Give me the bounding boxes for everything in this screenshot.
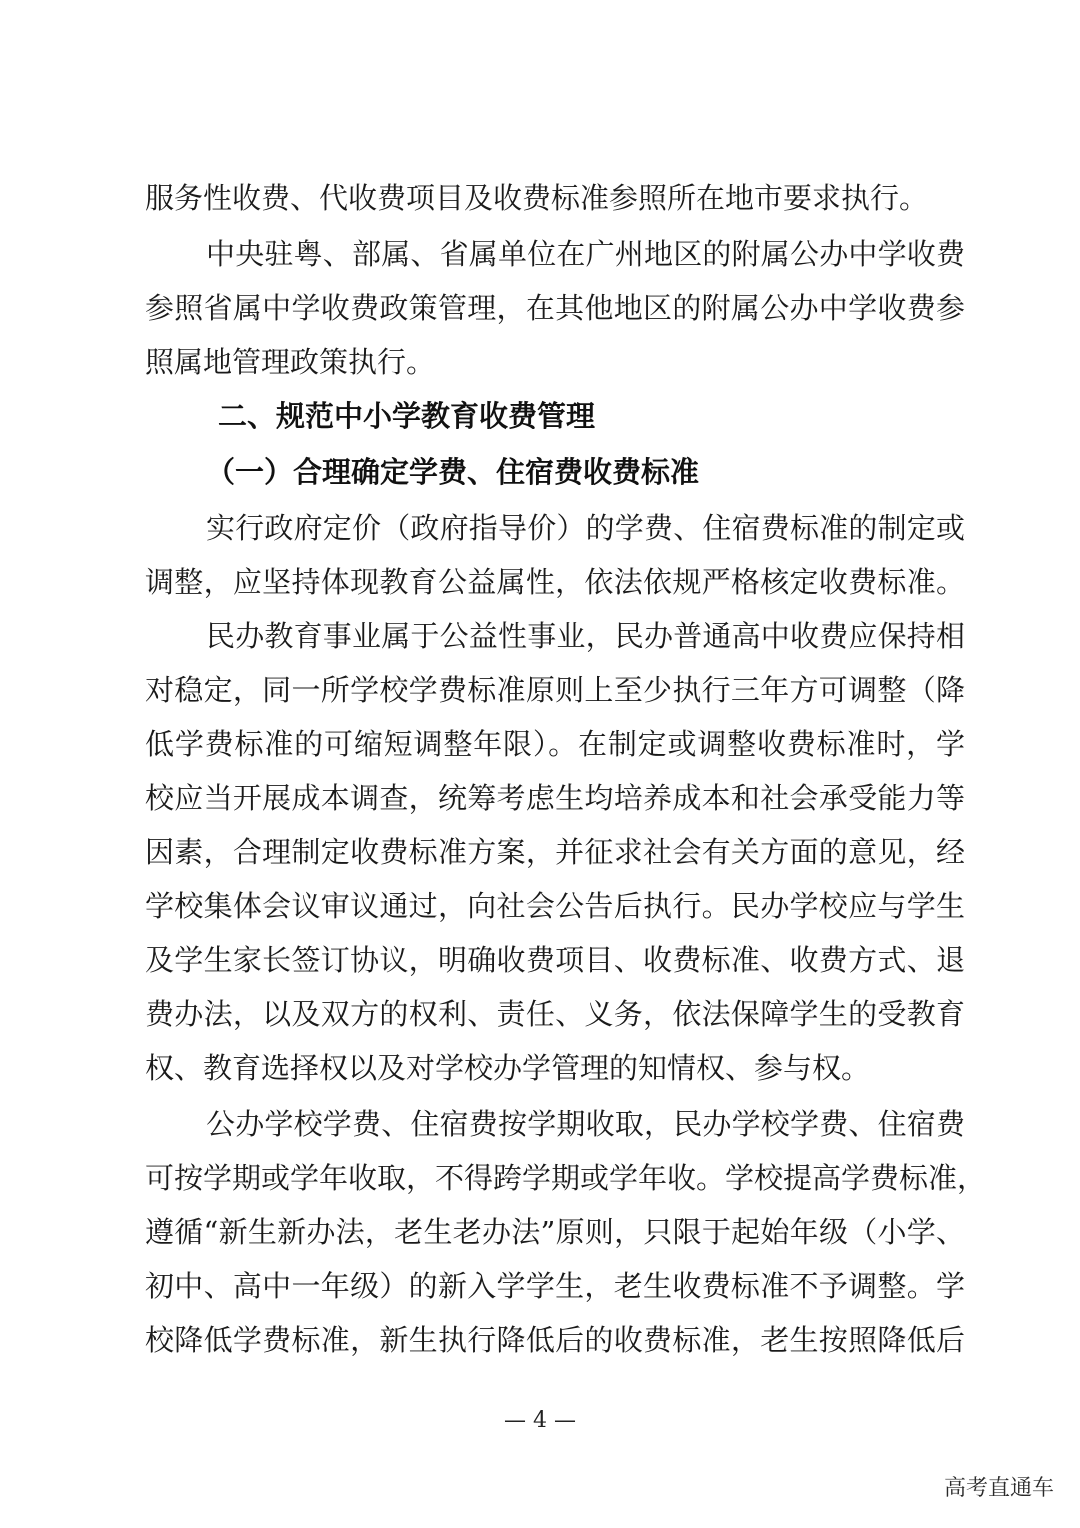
- paragraph-line: 照属地管理政策执行。: [145, 345, 436, 379]
- paragraph-line: 参照省属中学收费政策管理，在其他地区的附属公办中学收费参: [145, 291, 965, 325]
- paragraph-line: 服务性收费、代收费项目及收费标准参照所在地市要求执行。: [145, 181, 929, 215]
- paragraph-line: 权、教育选择权以及对学校办学管理的知情权、参与权。: [145, 1051, 871, 1085]
- paragraph-line: 公办学校学费、住宿费按学期收取，民办学校学费、住宿费: [206, 1107, 965, 1141]
- paragraph-line: 校降低学费标准，新生执行降低后的收费标准，老生按照降低后: [145, 1323, 965, 1357]
- watermark-text: 高考直通车: [943, 1476, 1054, 1501]
- section-heading: 二、规范中小学教育收费管理: [218, 399, 596, 433]
- paragraph-line: 因素，合理制定收费标准方案，并征求社会有关方面的意见，经: [145, 835, 965, 869]
- paragraph-line: 及学生家长签订协议，明确收费项目、收费标准、收费方式、退: [145, 943, 965, 977]
- paragraph-line: 低学费标准的可缩短调整年限）。在制定或调整收费标准时，学: [145, 727, 965, 761]
- paragraph-line: 民办教育事业属于公益性事业，民办普通高中收费应保持相: [206, 619, 965, 653]
- paragraph-line: 遵循“新生新办法，老生老办法”原则，只限于起始年级（小学、: [145, 1215, 965, 1249]
- paragraph-line: 实行政府定价（政府指导价）的学费、住宿费标准的制定或: [206, 511, 965, 545]
- paragraph-line: 初中、高中一年级）的新入学学生，老生收费标准不予调整。学: [145, 1269, 965, 1303]
- paragraph-line: 对稳定，同一所学校学费标准原则上至少执行三年方可调整（降: [145, 673, 965, 707]
- paragraph-line: 调整，应坚持体现教育公益属性，依法依规严格核定收费标准。: [145, 565, 965, 599]
- paragraph-line: 费办法，以及双方的权利、责任、义务，依法保障学生的受教育: [145, 997, 965, 1031]
- subsection-heading: （一）合理确定学费、住宿费收费标准: [206, 455, 700, 489]
- paragraph-line: 中央驻粤、部属、省属单位在广州地区的附属公办中学收费: [206, 237, 965, 271]
- paragraph-line: 校应当开展成本调查，统筹考虑生均培养成本和社会承受能力等: [145, 781, 965, 815]
- page-number: — 4 —: [504, 1408, 576, 1433]
- paragraph-line: 可按学期或学年收取，不得跨学期或学年收。学校提高学费标准，: [145, 1161, 987, 1195]
- paragraph-line: 学校集体会议审议通过，向社会公告后执行。民办学校应与学生: [145, 889, 965, 923]
